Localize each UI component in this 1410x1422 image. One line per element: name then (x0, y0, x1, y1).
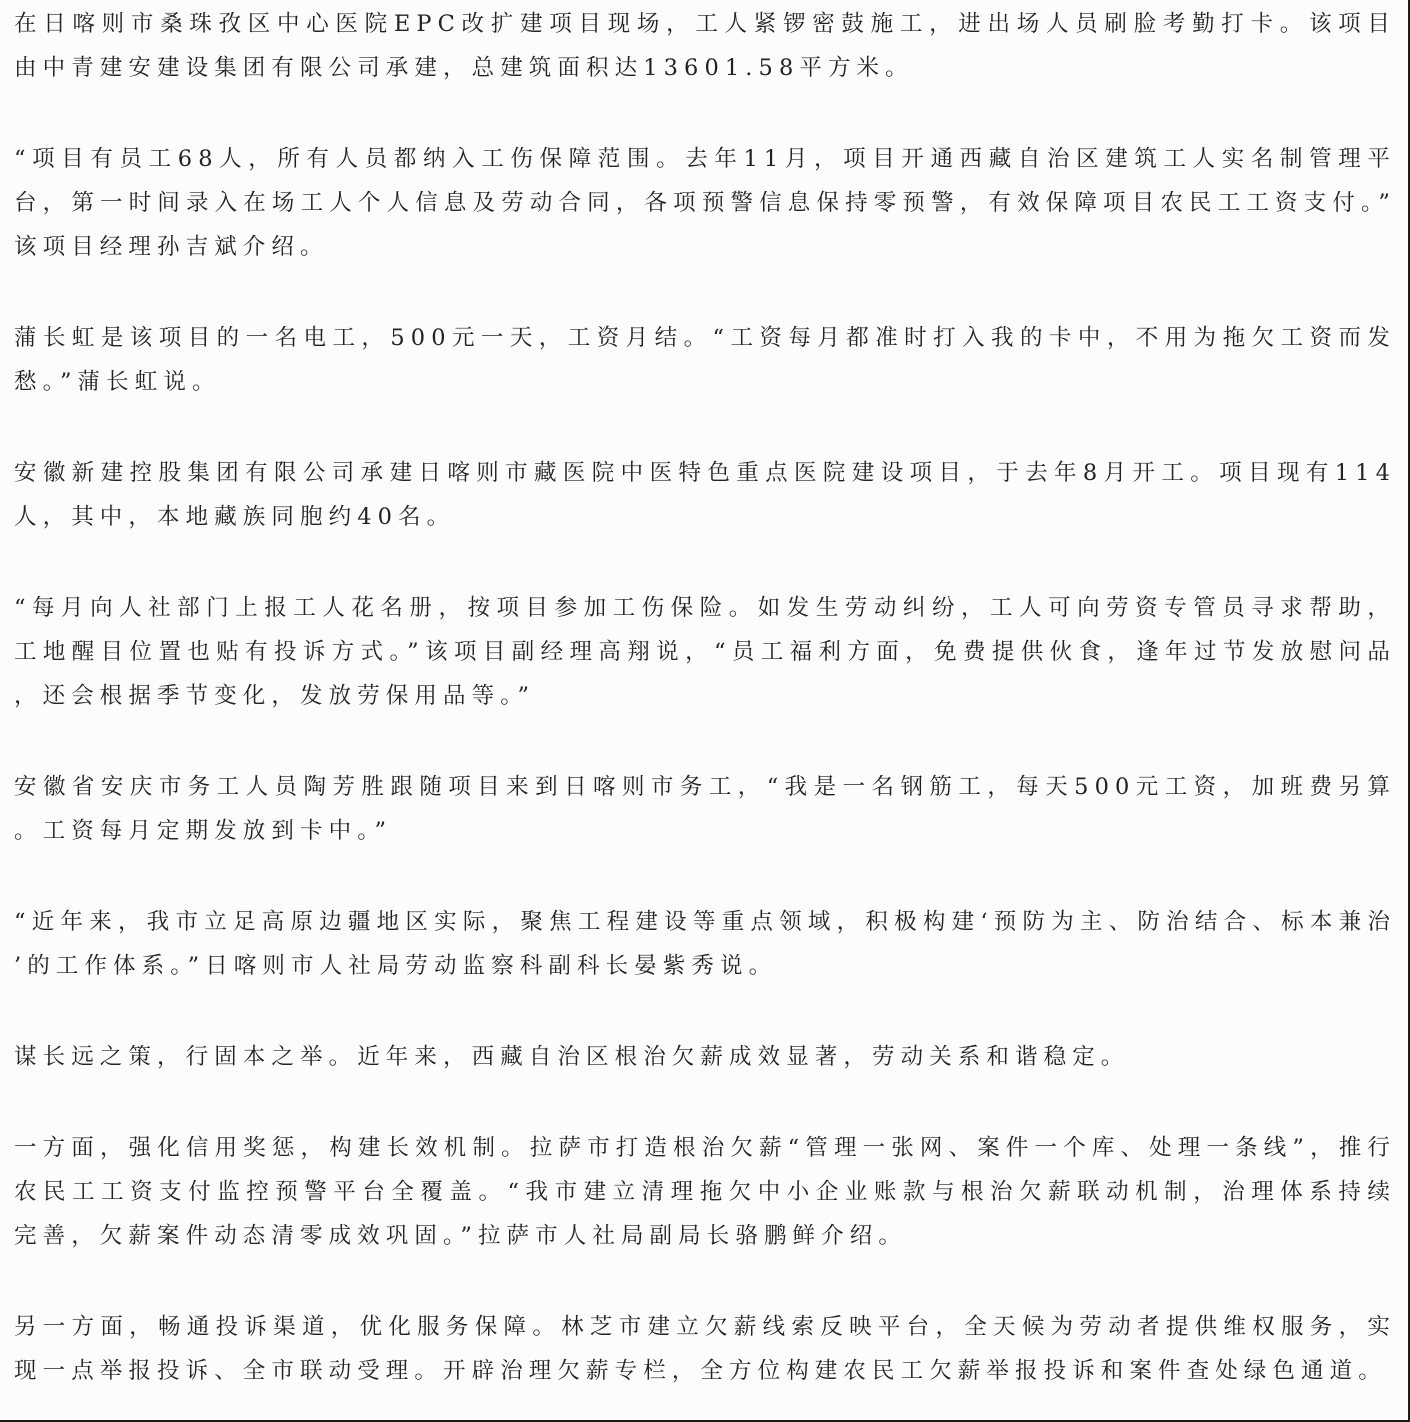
paragraph-lhasa-measures: 一方面，强化信用奖惩，构建长效机制。拉萨市打造根治欠薪“管理一张网、案件一个库、处理一条线”，推行农民工工资支付监控预警平台全覆盖。“我市建立清理拖欠中小企业账款与根治欠薪联动机制，治理体系持续完善，欠薪案件动态清零成效巩固。”拉萨市人社局副局长骆鹏鲜介绍。 (14, 1135, 1396, 1249)
paragraph-tibetan-hospital-project: 安徽新建控股集团有限公司承建日喀则市藏医院中医特色重点医院建设项目，于去年8月开工。项目现有114人，其中，本地藏族同胞约40名。 (14, 460, 1396, 530)
paragraph-labor-inspection-quote: “近年来，我市立足高原边疆地区实际，聚焦工程建设等重点领域，积极构建‘预防为主、防治结合、标本兼治’的工作体系。”日喀则市人社局劳动监察科副科长晏紫秀说。 (14, 909, 1396, 979)
paragraph-hospital-epc-project: 在日喀则市桑珠孜区中心医院EPC改扩建项目现场，工人紧锣密鼓施工，进出场人员刷脸考勤打卡。该项目由中青建安建设集团有限公司承建，总建筑面积达13601.58平方米。 (14, 11, 1396, 81)
paragraph-nyingchi-measures: 另一方面，畅通投诉渠道，优化服务保障。林芝市建立欠薪线索反映平台，全天候为劳动者提供维权服务，实现一点举报投诉、全市联动受理。开辟治理欠薪专栏，全方位构建农民工欠薪举报投诉和案件查处绿色通道。 (14, 1314, 1396, 1384)
paragraph-electrician-quote: 蒲长虹是该项目的一名电工，500元一天，工资月结。“工资每月都准时打入我的卡中，不用为拖欠工资而发愁。”蒲长虹说。 (14, 325, 1396, 395)
paragraph-deputy-manager-quote: “每月向人社部门上报工人花名册，按项目参加工伤保险。如发生劳动纠纷，工人可向劳资专管员寻求帮助，工地醒目位置也贴有投诉方式。”该项目副经理高翔说，“员工福利方面，免费提供伙食，逢年过节发放慰问品，还会根据季节变化，发放劳保用品等。” (14, 595, 1396, 709)
paragraph-rebar-worker-quote: 安徽省安庆市务工人员陶芳胜跟随项目来到日喀则市务工，“我是一名钢筋工，每天500元工资，加班费另算。工资每月定期发放到卡中。” (14, 774, 1396, 844)
article-body (14, 0, 1396, 1393)
paragraph-summary: 谋长远之策，行固本之举。近年来，西藏自治区根治欠薪成效显著，劳动关系和谐稳定。 (14, 1044, 1130, 1070)
paragraph-project-manager-quote: “项目有员工68人，所有人员都纳入工伤保障范围。去年11月，项目开通西藏自治区建筑工人实名制管理平台，第一时间录入在场工人个人信息及劳动合同，各项预警信息保持零预警，有效保障项目农民工工资支付。”该项目经理孙吉斌介绍。 (14, 146, 1396, 260)
